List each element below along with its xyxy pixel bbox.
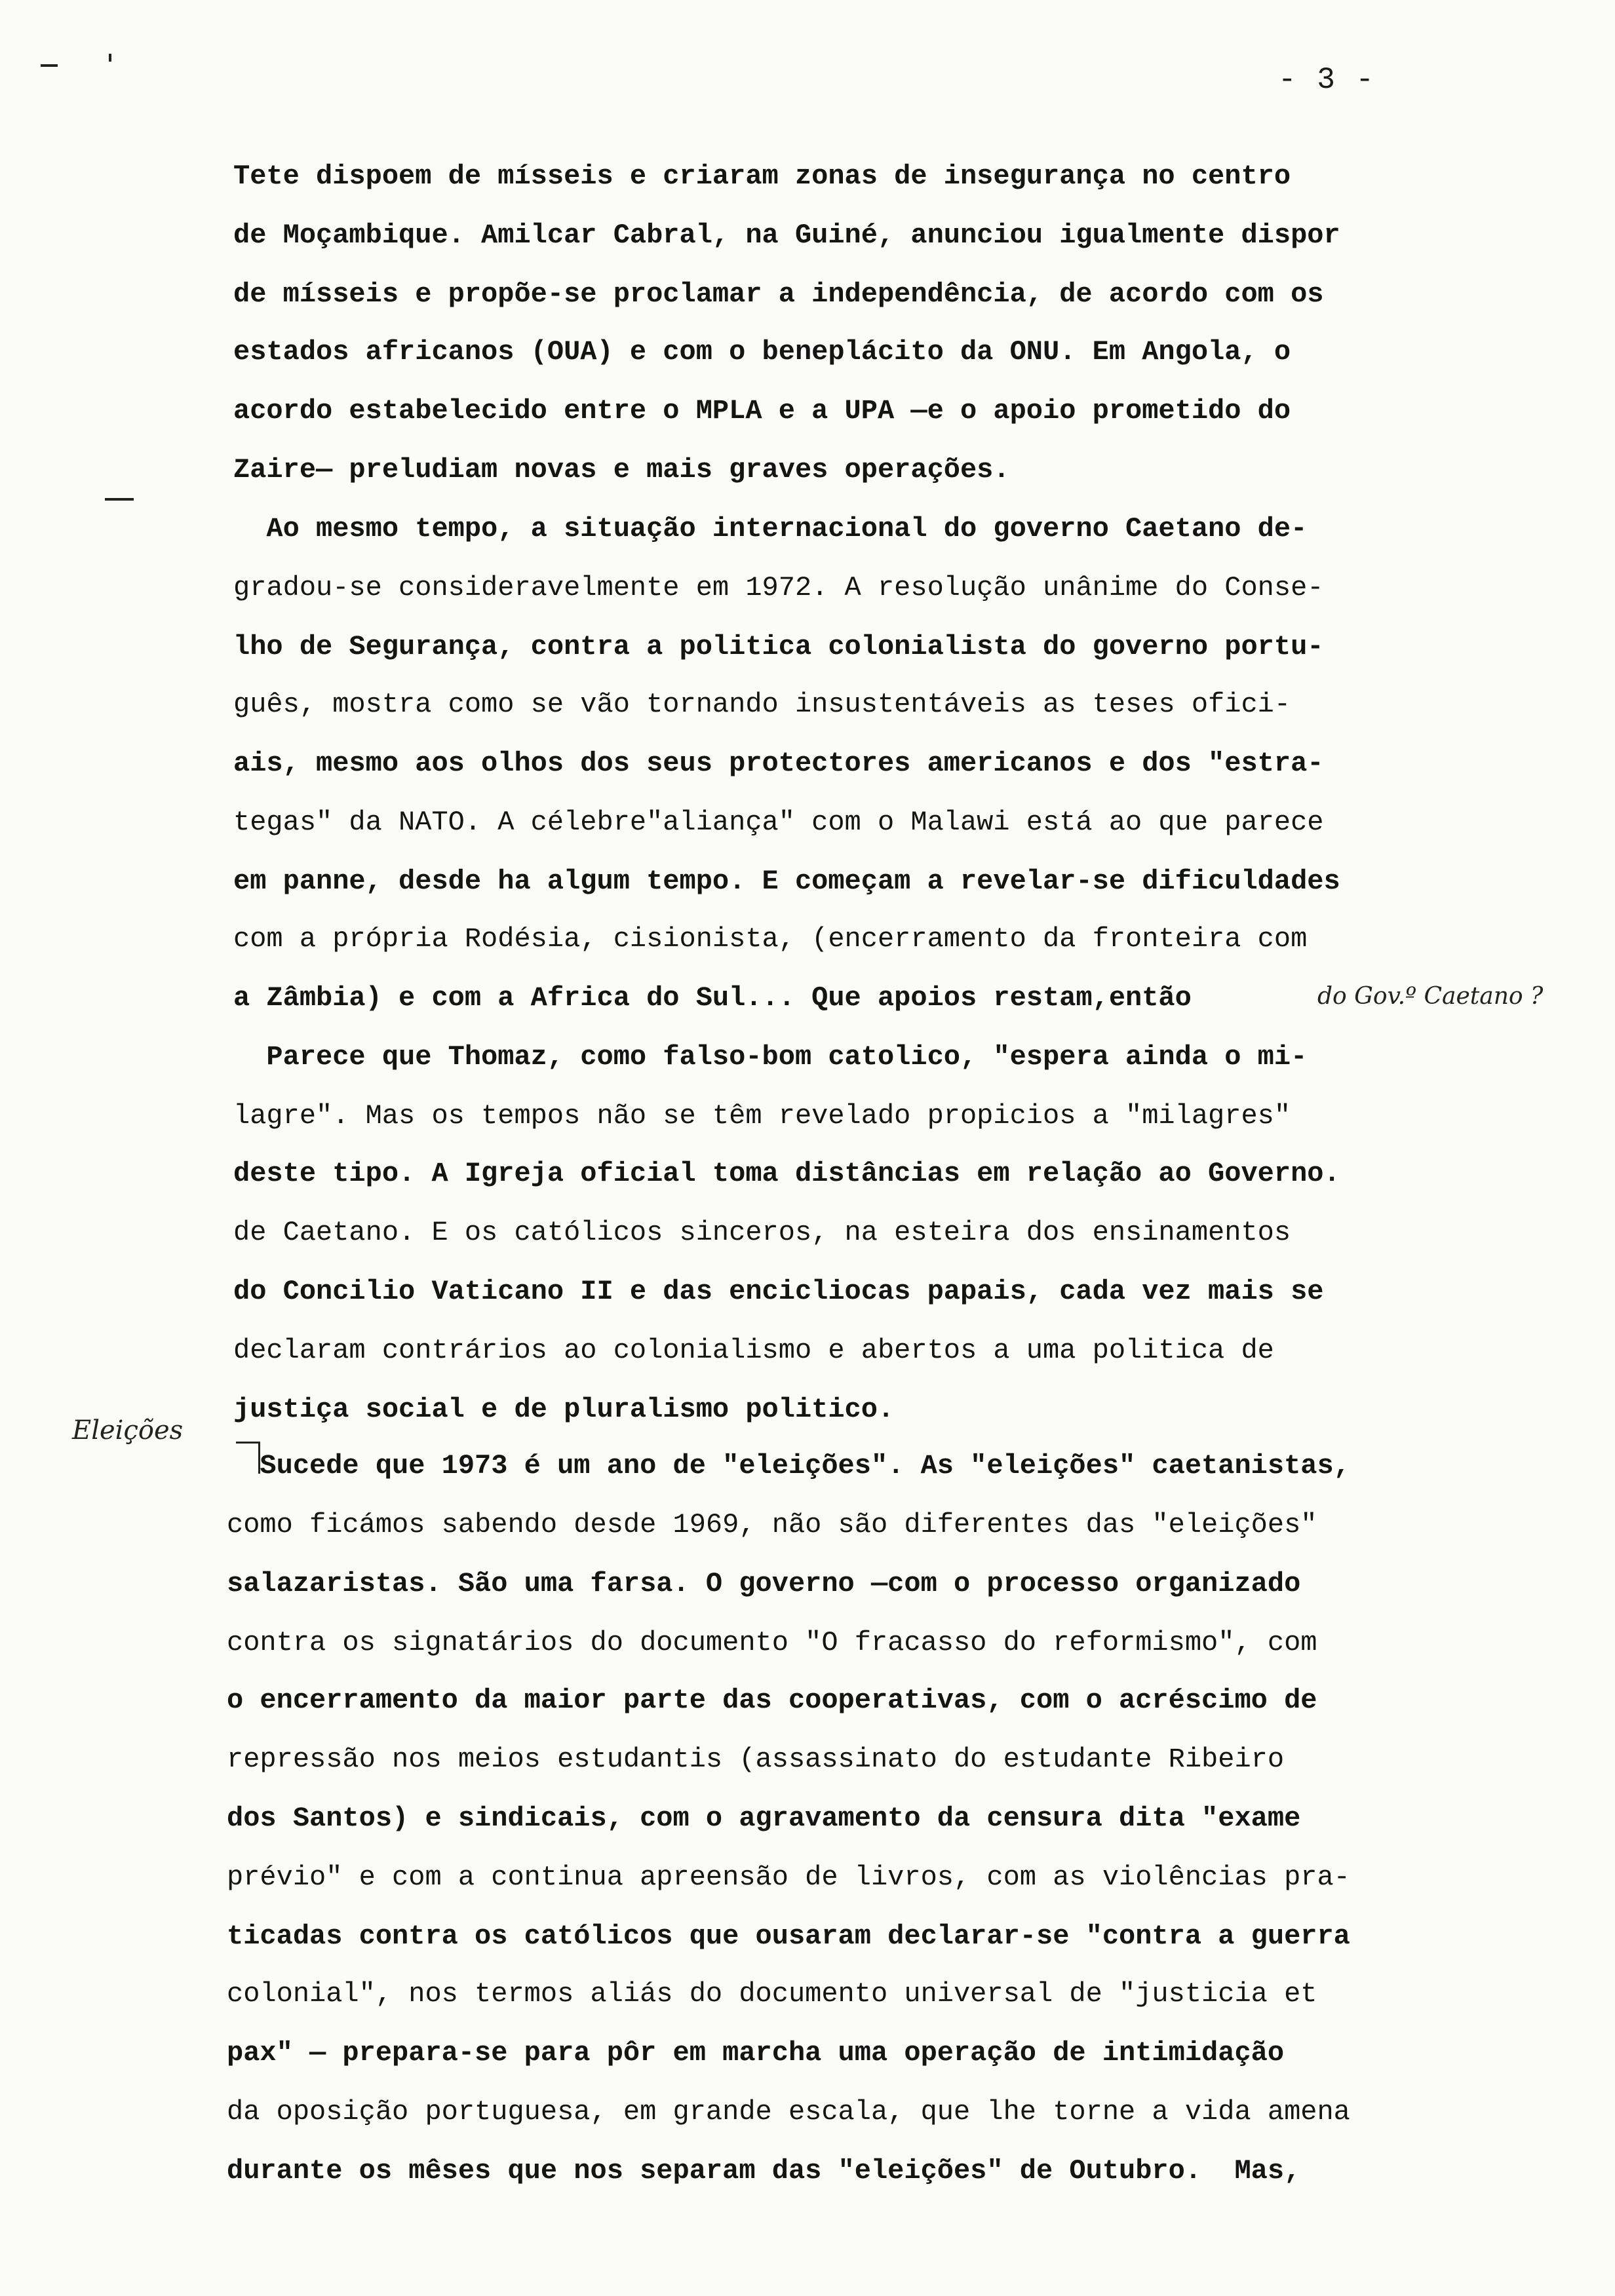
text-line: deste tipo. A Igreja oficial toma distâncias em relação ao Governo.: [233, 1158, 1340, 1189]
text-line: da oposição portuguesa, em grande escala, que lhe torne a vida amena: [227, 2096, 1350, 2128]
text-line: estados africanos (OUA) e com o beneplácito da ONU. Em Angola, o: [233, 336, 1291, 368]
text-line: Ao mesmo tempo, a situação internacional do governo Caetano de-: [233, 513, 1308, 545]
stray-mark-dash: [41, 64, 58, 67]
text-line: com a própria Rodésia, cisionista, (encerramento da fronteira com: [233, 923, 1308, 955]
text-line: repressão nos meios estudantis (assassinato do estudante Ribeiro: [227, 1744, 1285, 1775]
text-line: de mísseis e propõe-se proclamar a independência, de acordo com os: [233, 278, 1324, 310]
text-line: Zaire— preludiam novas e mais graves operações.: [233, 454, 1010, 486]
margin-dash-mark: [105, 498, 134, 501]
text-line: colonial", nos termos aliás do documento universal de "justicia et: [227, 1978, 1317, 2010]
text-line: Parece que Thomaz, como falso-bom catolico, "espera ainda o mi-: [233, 1041, 1308, 1073]
text-line: acordo estabelecido entre o MPLA e a UPA —e o apoio prometido do: [233, 395, 1291, 427]
text-line: a Zâmbia) e com a Africa do Sul... Que apoios restam,então: [233, 982, 1192, 1014]
text-line: lho de Segurança, contra a politica colonialista do governo portu-: [233, 631, 1324, 662]
text-line: contra os signatários do documento "O fracasso do reformismo", com: [227, 1627, 1317, 1658]
text-line: do Concilio Vaticano II e das encicliocas papais, cada vez mais se: [233, 1276, 1324, 1307]
text-line: Tete dispoem de mísseis e criaram zonas de insegurança no centro: [233, 161, 1291, 192]
text-line: durante os mêses que nos separam das "eleições" de Outubro. Mas,: [227, 2155, 1301, 2187]
text-line: lagre". Mas os tempos não se têm revelado propicios a "milagres": [233, 1100, 1291, 1132]
text-line: salazaristas. São uma farsa. O governo —com o processo organizado: [227, 1568, 1301, 1599]
left-margin-annotation: Eleições: [72, 1415, 184, 1445]
text-line: ticadas contra os católicos que ousaram declarar-se "contra a guerra: [227, 1921, 1350, 1952]
margin-bracket-mark: [236, 1442, 260, 1474]
text-line: como ficámos sabendo desde 1969, não são diferentes das "eleições": [227, 1509, 1317, 1540]
right-margin-annotation: do Gov.º Caetano ?: [1317, 983, 1544, 1010]
page-number: - 3 -: [1278, 63, 1376, 97]
text-line: justiça social e de pluralismo politico.: [233, 1394, 895, 1425]
text-line: de Moçambique. Amilcar Cabral, na Guiné, anunciou igualmente dispor: [233, 220, 1340, 251]
text-line: declaram contrários ao colonialismo e abertos a uma politica de: [233, 1335, 1274, 1366]
text-line: o encerramento da maior parte das cooperativas, com o acréscimo de: [227, 1685, 1317, 1716]
text-line: em panne, desde ha algum tempo. E começam a revelar-se dificuldades: [233, 866, 1340, 897]
text-line: prévio" e com a continua apreensão de livros, com as violências pra-: [227, 1862, 1350, 1893]
stray-mark-dot: [109, 54, 111, 62]
text-line: Sucede que 1973 é um ano de "eleições". As "eleições" caetanistas,: [227, 1450, 1350, 1482]
text-line: de Caetano. E os católicos sinceros, na esteira dos ensinamentos: [233, 1217, 1291, 1248]
text-line: guês, mostra como se vão tornando insustentáveis as teses ofici-: [233, 689, 1291, 720]
text-line: pax" — prepara-se para pôr em marcha uma operação de intimidação: [227, 2037, 1285, 2069]
text-line: tegas" da NATO. A célebre"aliança" com o Malawi está ao que parece: [233, 807, 1324, 838]
text-line: dos Santos) e sindicais, com o agravamento da censura dita "exame: [227, 1803, 1301, 1834]
text-line: ais, mesmo aos olhos dos seus protectores americanos e dos "estra-: [233, 748, 1324, 779]
text-line: gradou-se consideravelmente em 1972. A resolução unânime do Conse-: [233, 572, 1324, 603]
